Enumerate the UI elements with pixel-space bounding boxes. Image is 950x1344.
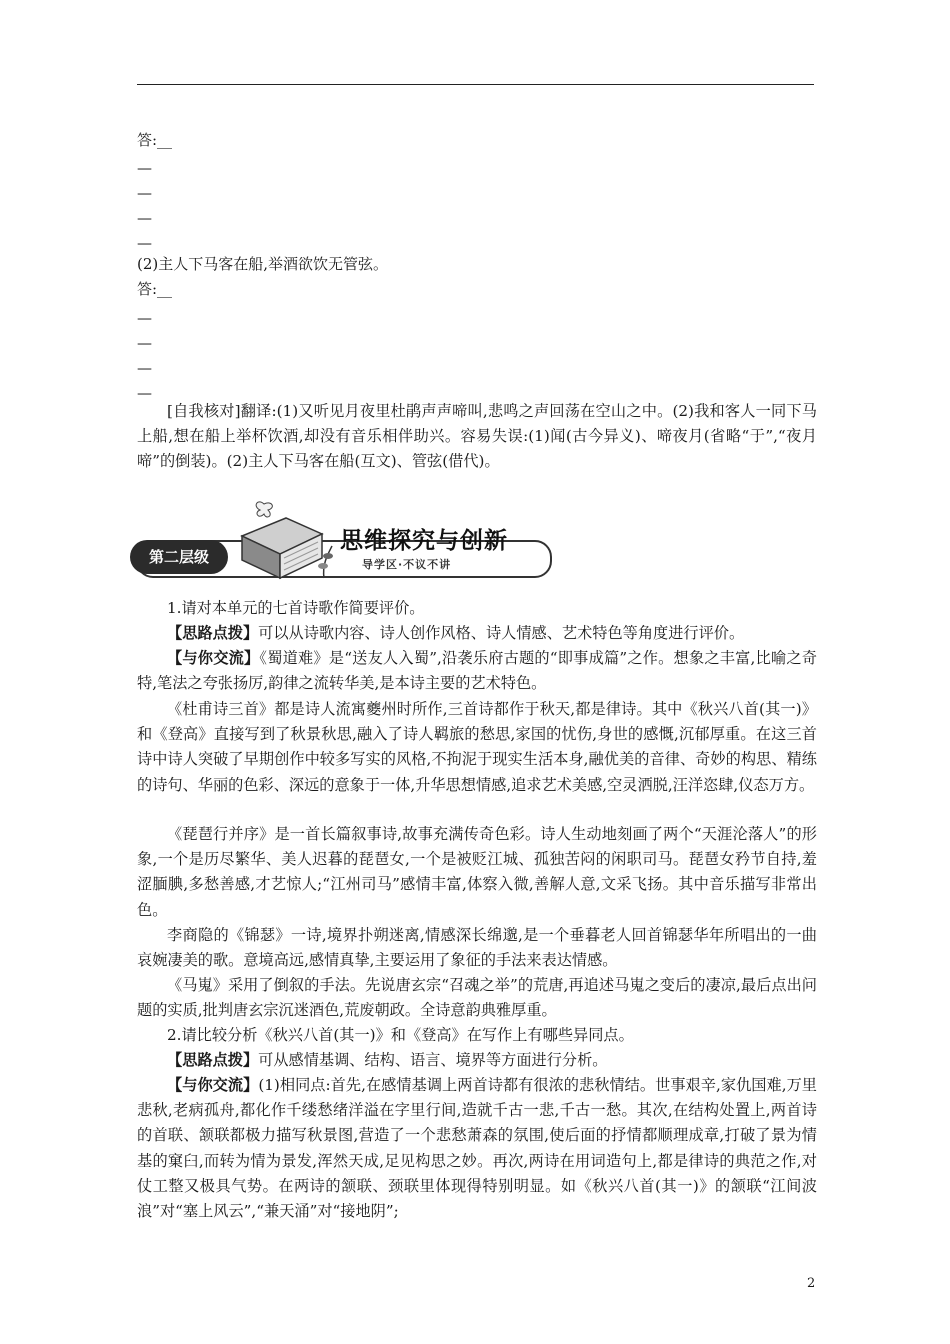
blank-line: — — [137, 159, 152, 177]
jinse-paragraph: 李商隐的《锦瑟》一诗,境界扑朔迷离,情感深长绵邈,是一个垂暮老人回首锦瑟华年所唱出的一曲哀婉凄美的歌。意境高远,感情真挚,主要运用了象征的手法来表达情感。 — [137, 926, 817, 970]
level-badge: 第二层级 — [130, 540, 228, 574]
discussion-paragraph-1 — [137, 646, 817, 696]
hint-tag: 【思路点拨】 — [167, 624, 259, 642]
du-fu-paragraph: 《杜甫诗三首》都是诗人流寓夔州时所作,三首诗都作于秋天,都是律诗。其中《秋兴八首(其一)》和《登高》直接写到了秋景秋思,融入了诗人羁旅的愁思,家国的忧伤,身世的感慨,沉郁厚重。在这三首诗中诗人突破了早期创作中较多写实的风格,不拘泥于现实生活本身,融优美的音律、奇妙的构思、精练的诗句、华丽的色彩、深远的意象于一体,升华思想情感,追求艺术美感,空灵洒脱,汪洋恣肆,仪态万方。 — [137, 700, 817, 794]
banner-subtitle: 导学区·不议不讲 — [362, 558, 452, 571]
blank-line: — — [137, 209, 152, 227]
question-1: 1.请对本单元的七首诗歌作简要评价。 — [167, 599, 425, 617]
question-2: (2)主人下马客在船,举酒欲饮无管弦。 — [137, 255, 389, 273]
discussion-text: 《蜀道难》是“送友人入蜀”,沿袭乐府古题的“即事成篇”之作。想象之丰富,比喻之奇特,笔法之夸张扬厉,韵律之流转华美,是本诗主要的艺术特色。 — [137, 649, 817, 693]
discussion-tag: 【与你交流】 — [167, 1076, 259, 1094]
discussion-text: (1)相同点:首先,在感情基调上两首诗都有很浓的悲秋情结。世事艰辛,家仇国难,万里悲秋,老病孤舟,都化作千缕愁绪洋溢在字里行间,造就千古一悲,千古一愁。其次,在结构处置上,两首诗的首联、颔联都极力描写秋景图,营造了一个悲愁萧森的氛围,使后面的抒情都顺理成章,打破了景为情基的窠臼,而转为情为景发,浑然天成,足见构思之妙。再次,两诗在用词造句上,都是律诗的典范之作,对仗工整又极具气势。在两诗的颔联、颈联里体现得特别明显。如《秋兴八首(其一)》的颔联“江间波浪”对“塞上风云”,“兼天涌”对“接地阴”; — [137, 1076, 817, 1221]
mawei-paragraph: 《马嵬》采用了倒叙的手法。先说唐玄宗“召魂之举”的荒唐,再追述马嵬之变后的凄凉,最后点出问题的实质,批判唐玄宗沉迷酒色,荒废朝政。全诗意韵典雅厚重。 — [137, 976, 817, 1020]
header-rule — [137, 84, 814, 85]
hint-tag: 【思路点拨】 — [167, 1051, 259, 1069]
self-check-paragraph: [自我核对]翻译:(1)又听见月夜里杜鹃声声啼叫,悲鸣之声回荡在空山之中。(2)我和客人一同下马上船,想在船上举杯饮酒,却没有音乐相伴助兴。容易失误:(1)闻(古今异义)、啼夜月(省略“于”,“夜月啼”的倒装)。(2)主人下马客在船(互文)、管弦(借代)。 — [137, 402, 817, 471]
blank-line: — — [137, 334, 152, 352]
discussion-tag: 【与你交流】 — [167, 649, 260, 667]
hint-paragraph-1 — [137, 621, 817, 646]
book-icon — [224, 498, 334, 583]
blank-line: — — [137, 309, 152, 327]
blank-line: — — [137, 234, 152, 252]
pipa-paragraph: 《琵琶行并序》是一首长篇叙事诗,故事充满传奇色彩。诗人生动地刻画了两个“天涯沦落人”的形象,一个是历尽繁华、美人迟暮的琵琶女,一个是被贬江城、孤独苦闷的闲职司马。琵琶女矜节自持,羞涩腼腆,多愁善感,才艺惊人;“江州司马”感情丰富,体察入微,善解人意,文采飞扬。其中音乐描写非常出色。 — [137, 825, 817, 919]
blank-line: — — [137, 384, 152, 402]
section-banner — [130, 498, 560, 583]
page-number: 2 — [807, 1276, 816, 1291]
blank-line: — — [137, 184, 152, 202]
blank-line: — — [137, 359, 152, 377]
hint-paragraph-2 — [137, 1048, 817, 1073]
answer-line-1: 答:__ — [137, 131, 173, 149]
question-2-compare: 2.请比较分析《秋兴八首(其一)》和《登高》在写作上有哪些异同点。 — [167, 1026, 634, 1044]
hint-text: 可从感情基调、结构、语言、境界等方面进行分析。 — [258, 1051, 608, 1069]
hint-text: 可以从诗歌内容、诗人创作风格、诗人情感、艺术特色等角度进行评价。 — [258, 624, 745, 642]
discussion-paragraph-2 — [137, 1073, 817, 1224]
answer-line-2: 答:__ — [137, 280, 173, 298]
banner-title: 思维探究与创新 — [340, 528, 508, 554]
